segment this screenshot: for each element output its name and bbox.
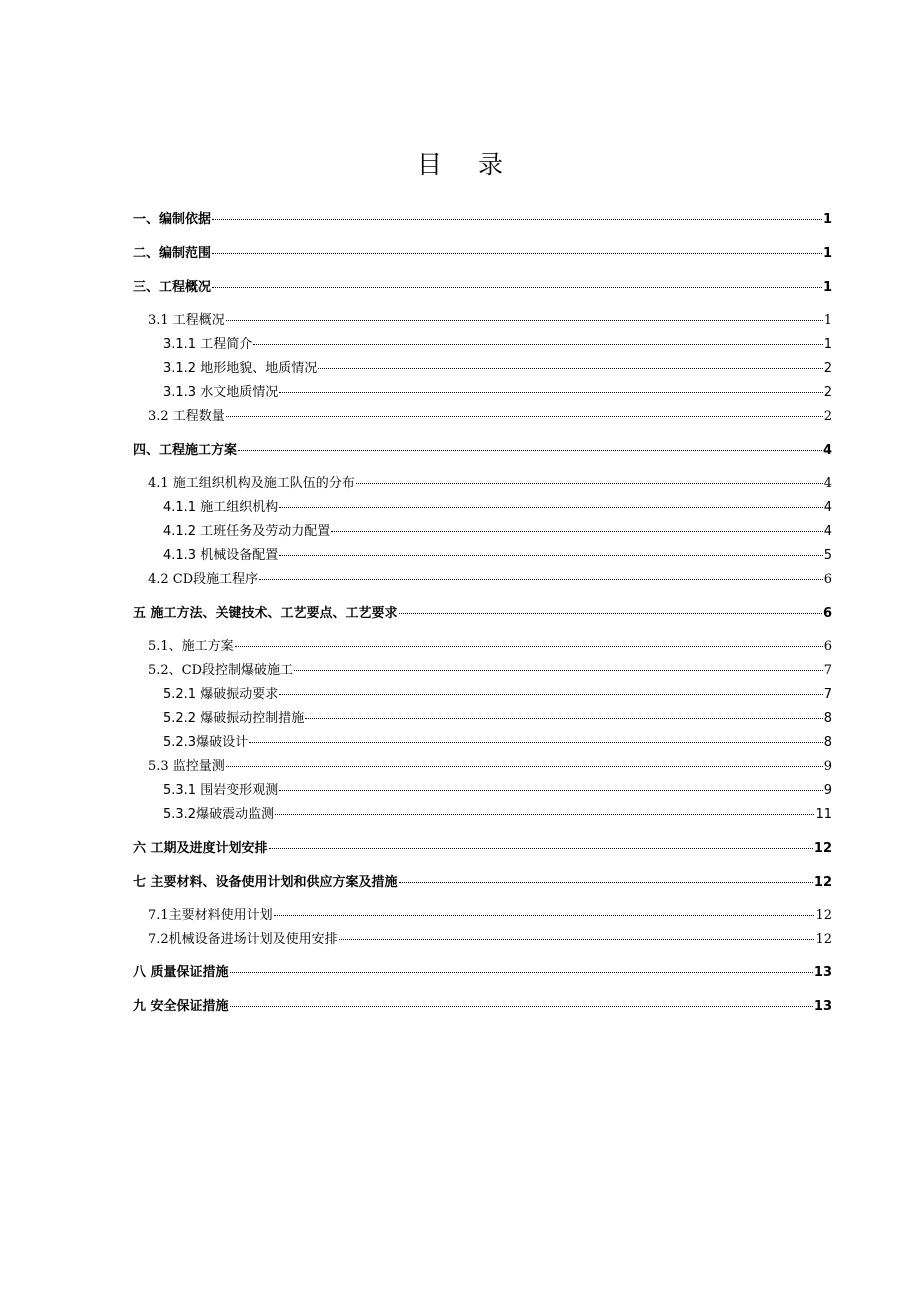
- dot-leader: [212, 253, 822, 254]
- toc-entry-page: 13: [813, 965, 832, 980]
- toc-entry[interactable]: [148, 659, 832, 678]
- toc-entry-label: 3.1 工程概况: [148, 313, 225, 328]
- toc-entry-page: 1: [823, 313, 832, 328]
- toc-entry-label: 5.3.2爆破震动监测: [163, 807, 275, 822]
- toc-entry-label: 4.1.3 机械设备配置: [163, 548, 279, 563]
- toc-entry-label: 5.3.1 围岩变形观测: [163, 783, 279, 798]
- dot-leader: [274, 915, 815, 916]
- dot-leader: [235, 646, 823, 647]
- dot-leader: [212, 287, 822, 288]
- toc-entry-page: 2: [823, 385, 832, 400]
- toc-entry[interactable]: [133, 276, 832, 295]
- dot-leader: [331, 531, 823, 532]
- toc-entry-page: 7: [823, 663, 832, 678]
- toc-entry-page: 2: [823, 409, 832, 424]
- dot-leader: [259, 579, 823, 580]
- toc-entry[interactable]: [133, 871, 832, 890]
- toc-entry-label: 3.2 工程数量: [148, 409, 225, 424]
- toc-entry[interactable]: [133, 995, 832, 1014]
- dot-leader: [339, 939, 815, 940]
- toc-entry[interactable]: [133, 602, 832, 621]
- dot-leader: [238, 450, 822, 451]
- toc-entry-page: 8: [823, 711, 832, 726]
- toc-entry[interactable]: [148, 928, 832, 947]
- dot-leader: [399, 882, 813, 883]
- toc-entry-page: 6: [823, 572, 832, 587]
- toc-entry[interactable]: [133, 208, 832, 227]
- toc-entry[interactable]: [148, 472, 832, 491]
- toc-entry-label: 5.1、施工方案: [148, 639, 234, 654]
- toc-entry-page: 6: [822, 606, 832, 621]
- toc-entry-label: 7.1主要材料使用计划: [148, 908, 273, 923]
- toc-entry[interactable]: [163, 544, 832, 563]
- toc-entry-page: 7: [823, 687, 832, 702]
- toc-entry-label: 六 工期及进度计划安排: [133, 841, 268, 856]
- toc-entry-page: 2: [823, 361, 832, 376]
- toc-entry-page: 1: [822, 212, 832, 227]
- toc-entry-label: 5.2、CD段控制爆破施工: [148, 663, 294, 678]
- dot-leader: [279, 507, 823, 508]
- toc-entry[interactable]: [163, 333, 832, 352]
- page-title: 目 录: [417, 150, 517, 179]
- toc-entry-page: 11: [815, 807, 832, 822]
- dot-leader: [226, 320, 823, 321]
- toc-entry-label: 4.1.1 施工组织机构: [163, 500, 279, 515]
- dot-leader: [279, 392, 823, 393]
- toc-entry[interactable]: [148, 309, 832, 328]
- toc-entry[interactable]: [133, 439, 832, 458]
- toc-entry-page: 12: [813, 841, 832, 856]
- dot-leader: [249, 742, 823, 743]
- dot-leader: [294, 670, 823, 671]
- toc-entry-page: 9: [823, 783, 832, 798]
- toc-entry-page: 4: [823, 476, 832, 491]
- dot-leader: [279, 790, 823, 791]
- toc-entry[interactable]: [133, 242, 832, 261]
- toc-entry-page: 9: [823, 759, 832, 774]
- toc-entry[interactable]: [163, 496, 832, 515]
- dot-leader: [226, 766, 823, 767]
- toc-entry-label: 4.2 CD段施工程序: [148, 572, 259, 587]
- toc-entry[interactable]: [163, 707, 832, 726]
- toc-entry-label: 3.1.1 工程简介: [163, 337, 253, 352]
- toc-entry[interactable]: [163, 731, 832, 750]
- toc-entry-page: 1: [822, 280, 832, 295]
- dot-leader: [399, 613, 822, 614]
- toc-entry-label: 5.2.2 爆破振动控制措施: [163, 711, 305, 726]
- toc-entry[interactable]: [148, 405, 832, 424]
- toc-entry[interactable]: [163, 381, 832, 400]
- toc-entry-label: 5.3 监控量测: [148, 759, 225, 774]
- toc-entry[interactable]: [148, 568, 832, 587]
- toc-entry-label: 八 质量保证措施: [133, 965, 229, 980]
- toc-entry-page: 8: [823, 735, 832, 750]
- toc-entry[interactable]: [163, 779, 832, 798]
- toc-entry-label: 5.2.3爆破设计: [163, 735, 249, 750]
- toc-entry[interactable]: [133, 837, 832, 856]
- toc-entry-page: 1: [823, 337, 832, 352]
- toc-entry-page: 6: [823, 639, 832, 654]
- toc-entry-page: 12: [815, 908, 832, 923]
- toc-entry[interactable]: [163, 520, 832, 539]
- toc-entry-label: 二、编制范围: [133, 246, 212, 261]
- toc-entry-label: 四、工程施工方案: [133, 443, 238, 458]
- toc-entry[interactable]: [148, 635, 832, 654]
- dot-leader: [279, 694, 823, 695]
- dot-leader: [356, 483, 823, 484]
- toc-entry-page: 1: [822, 246, 832, 261]
- dot-leader: [212, 219, 822, 220]
- toc-entry-page: 12: [815, 932, 832, 947]
- toc-entry-page: 12: [813, 875, 832, 890]
- dot-leader: [305, 718, 823, 719]
- toc-entry-page: 4: [823, 524, 832, 539]
- dot-leader: [279, 555, 823, 556]
- dot-leader: [230, 1006, 813, 1007]
- toc-entry-label: 5.2.1 爆破振动要求: [163, 687, 279, 702]
- toc-entry-page: 5: [823, 548, 832, 563]
- toc-entry[interactable]: [163, 683, 832, 702]
- toc-entry-label: 3.1.2 地形地貌、地质情况: [163, 361, 318, 376]
- toc-entry-label: 一、编制依据: [133, 212, 212, 227]
- toc-entry[interactable]: [163, 357, 832, 376]
- toc-entry-page: 4: [822, 443, 832, 458]
- dot-leader: [253, 344, 823, 345]
- toc-entry[interactable]: [148, 755, 832, 774]
- dot-leader: [269, 848, 813, 849]
- toc-entry-page: 13: [813, 999, 832, 1014]
- toc-entry-label: 4.1 施工组织机构及施工队伍的分布: [148, 476, 355, 491]
- toc-entry[interactable]: [133, 961, 832, 980]
- dot-leader: [226, 416, 823, 417]
- toc-entry-label: 7.2机械设备进场计划及使用安排: [148, 932, 338, 947]
- toc-entry-label: 九 安全保证措施: [133, 999, 229, 1014]
- toc-entry-label: 三、工程概况: [133, 280, 212, 295]
- toc-entry-label: 3.1.3 水文地质情况: [163, 385, 279, 400]
- dot-leader: [275, 814, 814, 815]
- dot-leader: [230, 972, 813, 973]
- toc-entry[interactable]: [148, 904, 832, 923]
- dot-leader: [318, 368, 823, 369]
- toc-entry-page: 4: [823, 500, 832, 515]
- toc-entry-label: 七 主要材料、设备使用计划和供应方案及措施: [133, 875, 398, 890]
- toc-entry-label: 4.1.2 工班任务及劳动力配置: [163, 524, 331, 539]
- toc-entry-label: 五 施工方法、关键技术、工艺要点、工艺要求: [133, 606, 398, 621]
- toc-entry[interactable]: [163, 803, 832, 822]
